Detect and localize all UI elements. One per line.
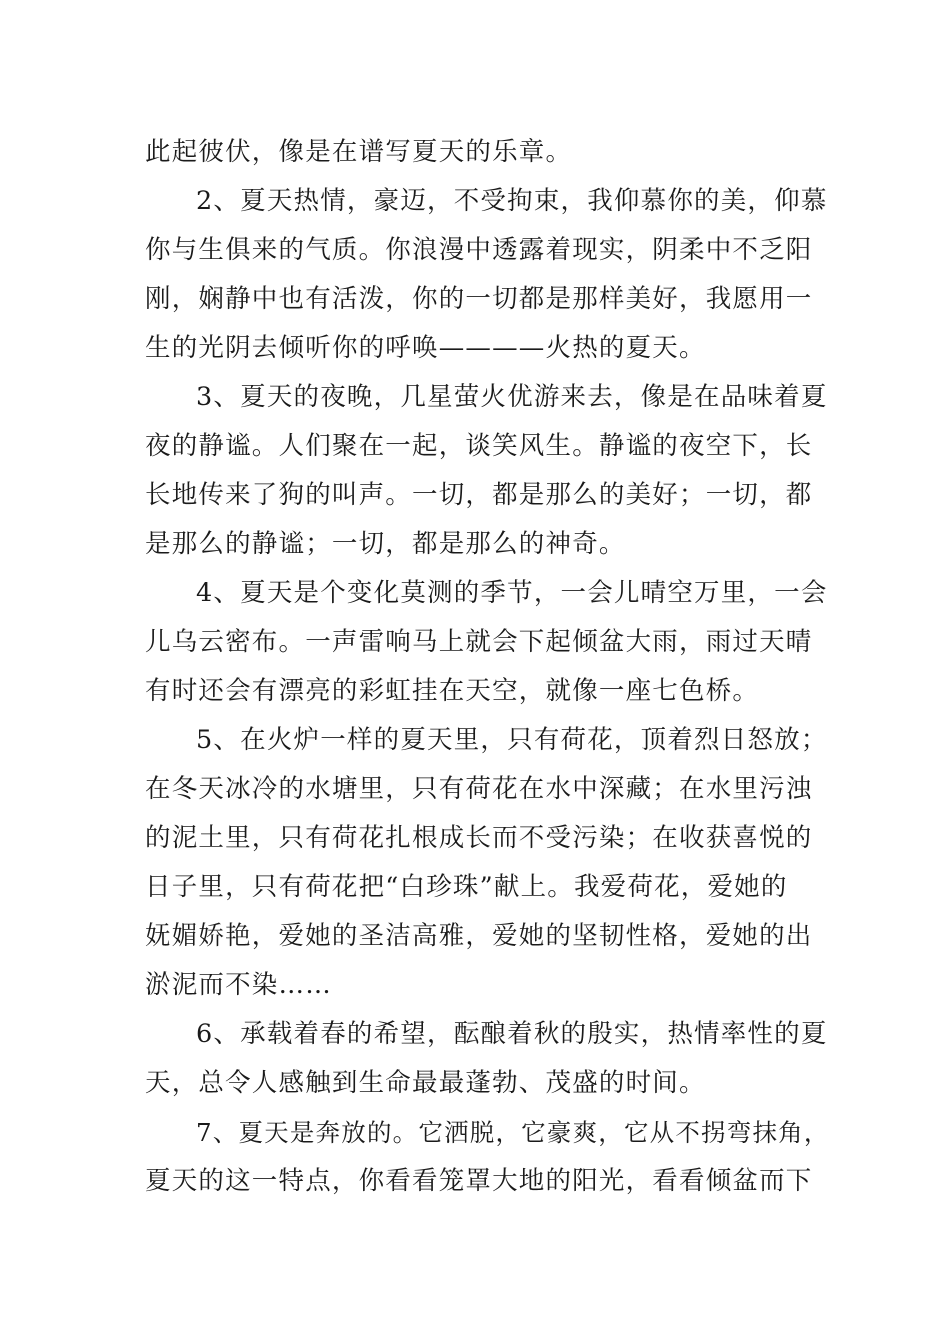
text-line: 4、夏天是个变化莫测的季节，一会儿晴空万里，一会 <box>196 578 828 608</box>
text-line: 有时还会有漂亮的彩虹挂在天空，就像一座七色桥。 <box>145 676 760 706</box>
text-line: 日子里，只有荷花把“白珍珠”献上。我爱荷花，爱她的 <box>145 872 788 902</box>
text-line: 淤泥而不染…… <box>145 970 332 1000</box>
text-line: 妩媚娇艳，爱她的圣洁高雅，爱她的坚韧性格，爱她的出 <box>145 921 813 951</box>
text-line: 6、承载着春的希望，酝酿着秋的殷实，热情率性的夏 <box>196 1019 828 1049</box>
text-line: 夏天的这一特点，你看看笼罩大地的阳光，看看倾盆而下 <box>145 1166 813 1196</box>
text-line: 是那么的静谧；一切，都是那么的神奇。 <box>145 529 626 559</box>
document-body <box>145 128 830 1206</box>
text-line: 你与生俱来的气质。你浪漫中透露着现实，阴柔中不乏阳 <box>145 235 813 265</box>
text-line: 夜的静谧。人们聚在一起，谈笑风生。静谧的夜空下，长 <box>145 431 813 461</box>
text-line: 生的光阴去倾听你的呼唤————火热的夏天。 <box>145 333 706 363</box>
text-line: 在冬天冰冷的水塘里，只有荷花在水中深藏；在水里污浊 <box>145 774 813 804</box>
text-line: 3、夏天的夜晚，几星萤火优游来去，像是在品味着夏 <box>196 382 828 412</box>
text-line: 刚，娴静中也有活泼，你的一切都是那样美好，我愿用一 <box>145 284 813 314</box>
text-line: 天，总令人感触到生命最最蓬勃、茂盛的时间。 <box>145 1068 706 1098</box>
text-line: 2、夏天热情，豪迈，不受拘束，我仰慕你的美，仰慕 <box>196 186 828 216</box>
text-line: 儿乌云密布。一声雷响马上就会下起倾盆大雨，雨过天晴 <box>145 627 813 657</box>
text-line: 5、在火炉一样的夏天里，只有荷花，顶着烈日怒放； <box>196 725 828 755</box>
text-line: 的泥土里，只有荷花扎根成长而不受污染；在收获喜悦的 <box>145 823 813 853</box>
text-line: 7、夏天是奔放的。它洒脱，它豪爽，它从不拐弯抹角， <box>196 1118 830 1147</box>
text-line: 长地传来了狗的叫声。一切，都是那么的美好；一切，都 <box>145 480 813 510</box>
text-line: 此起彼伏，像是在谱写夏天的乐章。 <box>145 137 573 167</box>
